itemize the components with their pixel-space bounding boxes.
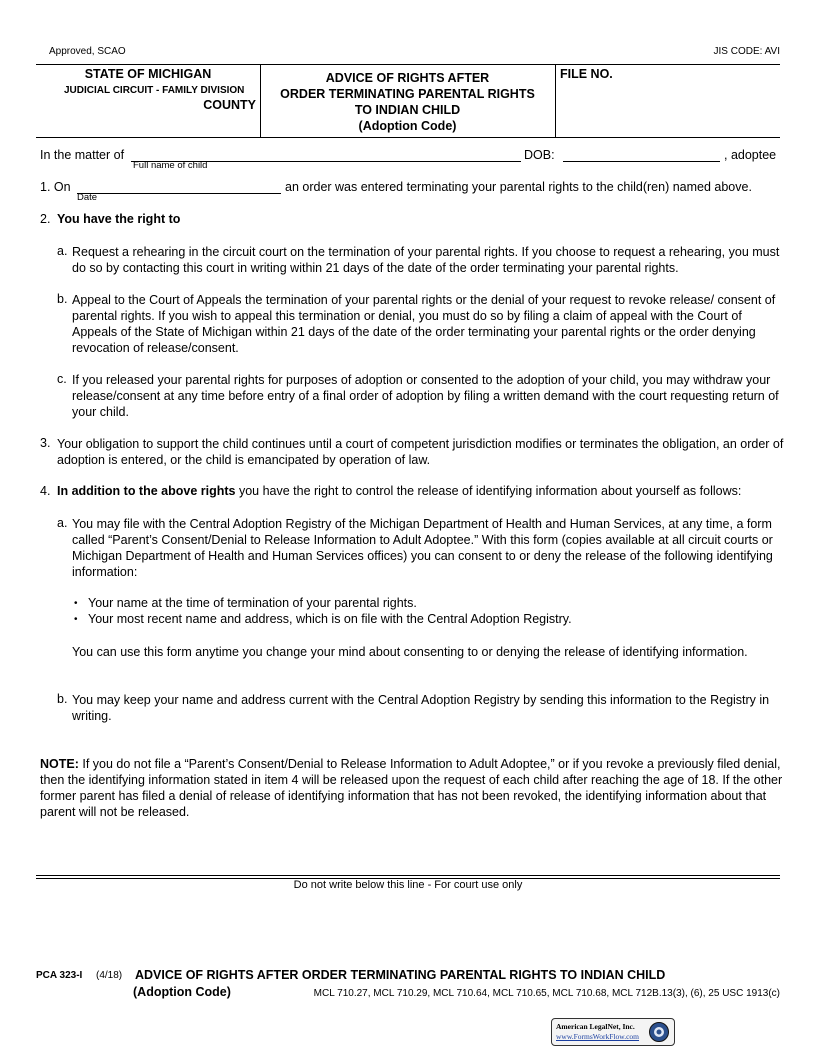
note-paragraph: NOTE: If you do not file a “Parent’s Consent/Denial to Release Information to Adult Adoptee,” or if you revoke a previously filed denial, then the identifying information stated in item 4 will be released upon the request of each child after reaching the age of 18. If the other former parent has filed a denial of release of identifying information that has not been revoked, the identifying information about that parent will not be released.: [40, 757, 783, 819]
child-name-caption: Full name of child: [133, 160, 208, 171]
dob-field[interactable]: [563, 161, 720, 162]
item2c-text: If you released your parental rights for purposes of adoption or consented to the adoption of your child, you may withdraw your release/consent at any time before entry of a final order of adoption by filing a written demand with the court requesting return of your child.: [72, 373, 779, 419]
bullet-icon: •: [74, 598, 78, 609]
form-title: ADVICE OF RIGHTS AFTER ORDER TERMINATING PARENTAL RIGHTS TO INDIAN CHILD (Adoption Code): [280, 71, 535, 133]
footer-citations: MCL 710.27, MCL 710.29, MCL 710.64, MCL 710.65, MCL 710.68, MCL 712B.13(3), (6), 25 USC 1913(c): [313, 988, 780, 999]
divider-line: [36, 875, 780, 876]
item2b-label: b.: [57, 292, 68, 306]
form-revision: (4/18): [96, 970, 123, 981]
logo-url: www.FormsWorkFlow.com: [556, 1032, 640, 1041]
item4-intro: In addition to the above rights you have the right to control the release of identifying information about yourself as follows:: [57, 484, 742, 498]
item2b-text: Appeal to the Court of Appeals the termination of your parental rights or the denial of your request to revoke release/ consent of parental rights. If you wish to appeal this termination or denial, you must do so by filing a claim of appeal with the Court of Appeals of the State of Michigan within 21 days of the date of the order terminating your parental rights or the order denying revocation of release/consent.: [72, 293, 776, 355]
item3-number: 3.: [40, 436, 51, 450]
logo-company: American LegalNet, Inc.: [556, 1022, 635, 1031]
matter-label: In the matter of: [40, 148, 125, 162]
item2a-label: a.: [57, 244, 68, 258]
item1-text: an order was entered terminating your parental rights to the child(ren) named above.: [285, 180, 752, 194]
item2c-label: c.: [57, 372, 67, 386]
item4-number: 4.: [40, 484, 51, 498]
item3-text: Your obligation to support the child continues until a court of competent jurisdiction modifies or terminates the obligation, an order of adoption is entered, or the child is emancipated by operation of law.: [57, 437, 784, 467]
county-label: COUNTY: [203, 98, 256, 112]
state-name: STATE OF MICHIGAN: [84, 67, 212, 81]
dob-label: DOB:: [524, 148, 555, 162]
item2a-text: Request a rehearing in the circuit court on the termination of your parental rights. If you choose to request a rehearing, you must do so by contacting this court in writing within 21 days of the date of the order terminating your parental rights.: [72, 245, 780, 275]
header-divider: [555, 65, 556, 137]
item4b-text: You may keep your name and address current with the Central Adoption Registry by sending this information to the Registry in writing.: [72, 693, 770, 723]
order-date-field[interactable]: [77, 193, 281, 194]
bullet-item: Your name at the time of termination of your parental rights.: [88, 596, 417, 610]
item2-heading: You have the right to: [57, 212, 181, 226]
circuit-label: JUDICIAL CIRCUIT - FAMILY DIVISION: [64, 85, 245, 96]
approval-text: Approved, SCAO: [49, 46, 126, 57]
item1-number: 1. On: [40, 180, 71, 194]
item4a-label: a.: [57, 516, 68, 530]
publisher-logo[interactable]: [551, 1018, 675, 1046]
adoptee-label: , adoptee: [724, 148, 777, 162]
form-number: PCA 323-I: [36, 970, 83, 981]
footer-title: ADVICE OF RIGHTS AFTER ORDER TERMINATING PARENTAL RIGHTS TO INDIAN CHILD: [135, 968, 666, 982]
header-table: [36, 64, 780, 138]
item2-number: 2.: [40, 212, 51, 226]
footer-subtitle: (Adoption Code): [133, 985, 231, 999]
item4a-text: You may file with the Central Adoption Registry of the Michigan Department of Health and Human Services, at any time, a form called “Parent’s Consent/Denial to Release Information to Adult Adoptee.” With this form (copies available at all circuit courts or Michigan Department of Health and Human Services offices) you can consent to or deny the release of the following identifying information:: [72, 517, 773, 579]
item4b-label: b.: [57, 692, 68, 706]
court-use-text: Do not write below this line - For court use only: [293, 879, 523, 891]
jis-code: JIS CODE: AVI: [713, 46, 780, 57]
logo-globe-icon: [648, 1021, 670, 1043]
item4a-followup: You can use this form anytime you change your mind about consenting to or denying the release of identifying information.: [72, 645, 748, 659]
order-date-caption: Date: [77, 192, 98, 203]
bullet-icon: •: [74, 614, 78, 625]
file-no-label: FILE NO.: [560, 67, 613, 81]
bullet-item: Your most recent name and address, which is on file with the Central Adoption Registry.: [88, 612, 572, 626]
